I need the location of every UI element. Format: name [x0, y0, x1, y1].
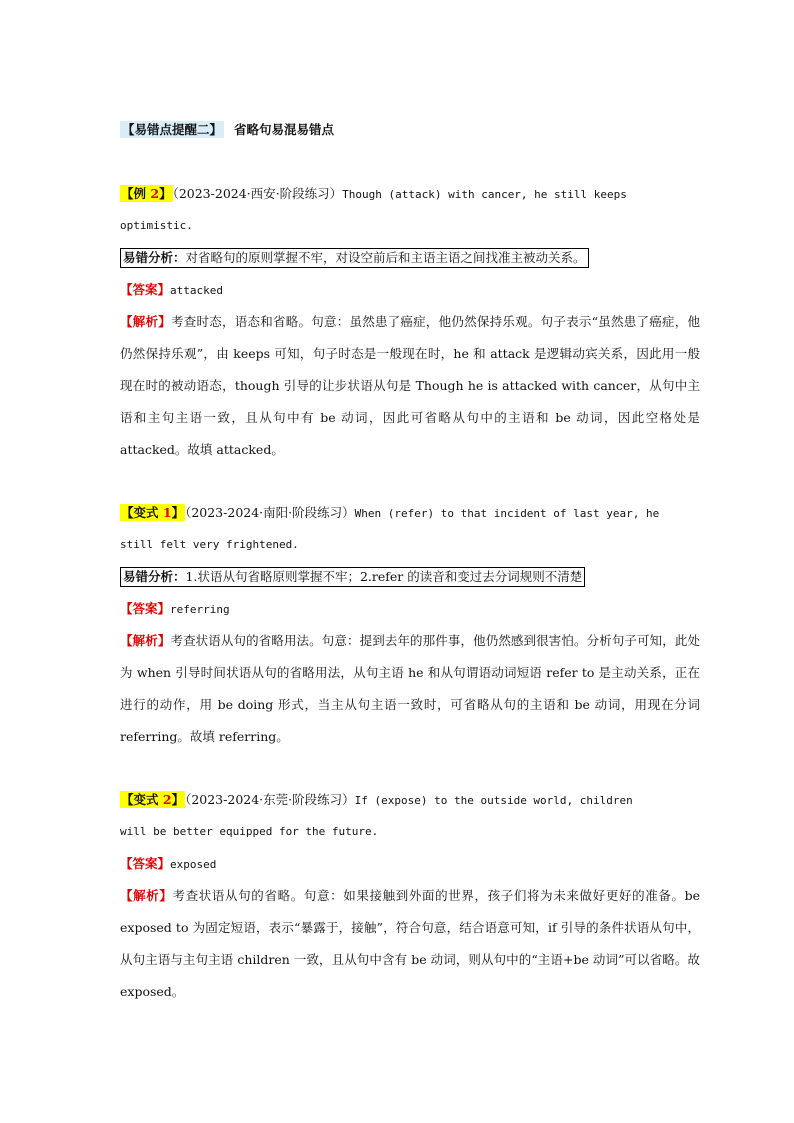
question-source: （2023-2024·南阳·阶段练习） [185, 505, 355, 520]
variant-2 [120, 784, 700, 1008]
question-line [120, 178, 700, 210]
answer-text: referring [170, 603, 230, 616]
answer-label: 【答案】 [120, 856, 171, 871]
answer-line [120, 593, 700, 625]
answer-text: exposed [170, 858, 217, 871]
analysis-paragraph [120, 306, 700, 466]
question-tag: 【例 2】 [121, 186, 172, 201]
question-line [120, 497, 700, 529]
question-stem: Though (attack) with cancer, he still keeps [342, 188, 627, 201]
question-stem: When (refer) to that incident of last year, he [354, 507, 660, 520]
answer-line [120, 274, 700, 306]
question-stem-continued: optimistic. [120, 219, 193, 232]
question-tag: 【变式 1】 [121, 505, 185, 520]
answer-line [120, 848, 700, 880]
analysis-label: 【解析】 [120, 314, 171, 329]
answer-label: 【答案】 [120, 601, 171, 616]
analysis-paragraph [120, 625, 700, 753]
analysis-paragraph [120, 880, 700, 1008]
heading-tag: 【易错点提醒二】 [122, 122, 223, 137]
analysis-label: 【解析】 [120, 888, 173, 903]
analysis-text: 考查时态，语态和省略。句意：虽然患了癌症，他仍然保持乐观。句子表示“虽然患了癌症，他仍然保持乐观”，由 keeps 可知，句子时态是一般现在时，he 和 attack 是逻辑动宾关系，因此用一般现在时的被动语态，though 引导的让步状语从句是 Though he is attacked with cancer，从句中主语和主句主语一致，且从句中有 be 动词，因此可省略从句中的主语和 be 动词，因此空格处是 attacked。故填 attacked。 [120, 314, 700, 457]
variant-1 [120, 497, 700, 753]
analysis-text: 考查状语从句的省略用法。句意：提到去年的那件事，他仍然感到很害怕。分析句子可知，此处为 when 引导时间状语从句的省略用法，从句主语 he 和从句谓语动词短语 refer to 是主动关系，正在进行的动作，用 be doing 形式，当主从句主语一致时，可省略从句的主语和 be 动词，用现在分词 referring。故填 referring。 [120, 633, 700, 744]
question-source: （2023-2024·东莞·阶段练习） [185, 792, 355, 807]
question-stem-continued: will be better equipped for the future. [120, 825, 379, 838]
analysis-text: 考查状语从句的省略。句意：如果接触到外面的世界，孩子们将为未来做好更好的准备。be exposed to 为固定短语，表示“暴露于，接触”，符合句意，结合语意可知，if 引导的条件状语从句中，从句主语与主句主语 children 一致，且从句中含有 be 动词，则从句中的“主语+be 动词”可以省略。故 exposed。 [120, 888, 700, 999]
question-source: （2023-2024·西安·阶段练习） [172, 186, 343, 201]
error-analysis [120, 561, 700, 593]
error-analysis [120, 242, 700, 274]
question-line [120, 784, 700, 816]
heading-title: 省略句易混易错点 [234, 122, 335, 137]
section-heading [120, 114, 700, 146]
question-stem-continued: still felt very frightened. [120, 538, 299, 551]
error-analysis-box: 易错分析：对省略句的原则掌握不牢，对设空前后和主语主语之间找准主被动关系。 [120, 248, 589, 268]
question-tag: 【变式 2】 [121, 792, 185, 807]
answer-text: attacked [170, 284, 223, 297]
analysis-label: 【解析】 [120, 633, 171, 648]
error-analysis-box: 易错分析：1.状语从句省略原则掌握不牢；2.refer 的读音和变过去分词规则不清楚 [120, 567, 585, 587]
answer-label: 【答案】 [120, 282, 171, 297]
example-2 [120, 178, 700, 466]
question-stem: If (expose) to the outside world, children [354, 794, 633, 807]
